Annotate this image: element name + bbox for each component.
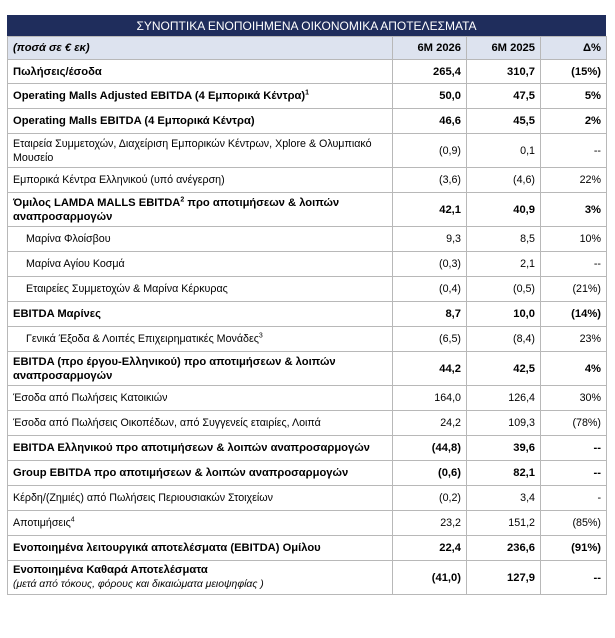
value-2025: 45,5	[467, 109, 541, 134]
value-2025: 126,4	[467, 386, 541, 411]
row-label: Group EBITDA προ αποτιμήσεων & λοιπών αναπροσαρμογών	[8, 461, 393, 486]
value-change: --	[541, 252, 607, 277]
row-label-continued: προ αποτιμήσεων & λοιπών αναπροσαρμογών	[13, 196, 340, 223]
row-label: EBITDA Μαρίνες	[8, 302, 393, 327]
value-2025: (0,5)	[467, 277, 541, 302]
value-2025: 40,9	[467, 193, 541, 227]
value-2026: (0,3)	[393, 252, 467, 277]
row-label: Κέρδη/(Ζημιές) από Πωλήσεις Περιουσιακών Στοιχείων	[8, 486, 393, 511]
value-2025: 10,0	[467, 302, 541, 327]
footnote-marker: 1	[305, 89, 310, 97]
table-row	[8, 436, 607, 461]
value-2025: 47,5	[467, 84, 541, 109]
footnote-marker: 3	[258, 332, 263, 340]
row-label-text: Γενικά Έξοδα & Λοιπές Επιχειρηματικές Μονάδες	[26, 333, 259, 345]
header-col-2026: 6M 2026	[393, 37, 467, 60]
table-row	[8, 193, 607, 227]
table-row	[8, 327, 607, 352]
value-2025: 82,1	[467, 461, 541, 486]
value-change: (91%)	[541, 536, 607, 561]
row-label-text: Όμιλος LAMDA MALLS EBITDA	[13, 196, 181, 209]
table-row	[8, 561, 607, 595]
value-change: (15%)	[541, 60, 607, 84]
table-row	[8, 536, 607, 561]
value-change: --	[541, 461, 607, 486]
value-change: 5%	[541, 84, 607, 109]
table-row	[8, 84, 607, 109]
value-2026: (41,0)	[393, 561, 467, 595]
value-2026: 22,4	[393, 536, 467, 561]
value-2026: (0,2)	[393, 486, 467, 511]
table-row	[8, 252, 607, 277]
value-2025: 2,1	[467, 252, 541, 277]
value-change: (85%)	[541, 511, 607, 536]
table-row	[8, 511, 607, 536]
row-label	[8, 511, 393, 536]
row-label: Εμπορικά Κέντρα Ελληνικού (υπό ανέγερση)	[8, 168, 393, 193]
header-units: (ποσά σε € εκ)	[8, 37, 393, 60]
value-2026: (3,6)	[393, 168, 467, 193]
value-2026: 44,2	[393, 352, 467, 386]
value-change: 2%	[541, 109, 607, 134]
value-2026: 42,1	[393, 193, 467, 227]
value-2026: 50,0	[393, 84, 467, 109]
value-2025: 42,5	[467, 352, 541, 386]
row-label: Έσοδα από Πωλήσεις Κατοικιών	[8, 386, 393, 411]
row-sublabel: (μετά από τόκους, φόρους και δικαιώματα μειοψηφίας )	[13, 579, 264, 590]
value-change: 30%	[541, 386, 607, 411]
table-title: ΣΥΝΟΠΤΙΚΑ ΕΝΟΠΟΙΗΜΕΝΑ ΟΙΚΟΝΟΜΙΚΑ ΑΠΟΤΕΛΕΣΜΑΤΑ	[7, 15, 606, 36]
row-label: EBITDA (προ έργου-Ελληνικού) προ αποτιμήσεων & λοιπών αναπροσαρμογών	[8, 352, 393, 386]
table-row	[8, 109, 607, 134]
row-label: Εταιρείες Συμμετοχών & Μαρίνα Κέρκυρας	[8, 277, 393, 302]
value-2026: 8,7	[393, 302, 467, 327]
row-label	[8, 561, 393, 595]
value-2026: (44,8)	[393, 436, 467, 461]
row-label: Πωλήσεις/έσοδα	[8, 60, 393, 84]
row-label	[8, 327, 393, 352]
table-row	[8, 486, 607, 511]
row-label: EBITDA Ελληνικού προ αποτιμήσεων & λοιπών αναπροσαρμογών	[8, 436, 393, 461]
row-label: Μαρίνα Φλοίσβου	[8, 227, 393, 252]
header-row	[8, 37, 607, 60]
value-change: --	[541, 134, 607, 168]
row-label	[8, 193, 393, 227]
row-label: Μαρίνα Αγίου Κοσμά	[8, 252, 393, 277]
table-row	[8, 461, 607, 486]
table-row	[8, 227, 607, 252]
value-change: (21%)	[541, 277, 607, 302]
value-change: 10%	[541, 227, 607, 252]
value-2026: 265,4	[393, 60, 467, 84]
value-2025: (4,6)	[467, 168, 541, 193]
value-change: 3%	[541, 193, 607, 227]
results-table-container	[7, 15, 606, 595]
value-2026: (6,5)	[393, 327, 467, 352]
value-2026: (0,6)	[393, 461, 467, 486]
value-change: --	[541, 436, 607, 461]
value-change: (78%)	[541, 411, 607, 436]
value-2026: (0,9)	[393, 134, 467, 168]
table-row	[8, 411, 607, 436]
value-2026: 24,2	[393, 411, 467, 436]
table-row	[8, 386, 607, 411]
table-row	[8, 302, 607, 327]
value-2026: (0,4)	[393, 277, 467, 302]
value-2026: 46,6	[393, 109, 467, 134]
value-2026: 23,2	[393, 511, 467, 536]
row-label: Operating Malls EBITDA (4 Εμπορικά Κέντρα)	[8, 109, 393, 134]
table-row	[8, 60, 607, 84]
table-row	[8, 277, 607, 302]
value-2025: 310,7	[467, 60, 541, 84]
value-2026: 9,3	[393, 227, 467, 252]
row-label: Έσοδα από Πωλήσεις Οικοπέδων, από Συγγενείς εταιρίες, Λοιπά	[8, 411, 393, 436]
value-2025: 0,1	[467, 134, 541, 168]
table-row	[8, 168, 607, 193]
value-2025: 151,2	[467, 511, 541, 536]
row-label-text: Αποτιμήσεις	[13, 517, 71, 529]
value-2025: 109,3	[467, 411, 541, 436]
header-col-change: Δ%	[541, 37, 607, 60]
row-label: Εταιρεία Συμμετοχών, Διαχείριση Εμπορικών Κέντρων, Xplore & Ολυμπιακό Μουσείο	[8, 134, 393, 168]
value-change: (14%)	[541, 302, 607, 327]
results-table	[7, 36, 607, 595]
value-2026: 164,0	[393, 386, 467, 411]
value-change: -	[541, 486, 607, 511]
value-change: 22%	[541, 168, 607, 193]
value-2025: 39,6	[467, 436, 541, 461]
row-label-text: Ενοποιημένα Καθαρά Αποτελέσματα	[13, 564, 208, 576]
value-2025: 8,5	[467, 227, 541, 252]
footnote-marker: 4	[70, 516, 75, 524]
header-col-2025: 6M 2025	[467, 37, 541, 60]
table-row	[8, 352, 607, 386]
value-2025: 3,4	[467, 486, 541, 511]
row-label	[8, 84, 393, 109]
value-2025: (8,4)	[467, 327, 541, 352]
footnote-marker: 2	[180, 195, 185, 203]
value-change: 4%	[541, 352, 607, 386]
value-change: 23%	[541, 327, 607, 352]
value-change: --	[541, 561, 607, 595]
table-row	[8, 134, 607, 168]
row-label-text: Operating Malls Adjusted EBITDA (4 Εμπορικά Κέντρα)	[13, 90, 306, 102]
value-2025: 236,6	[467, 536, 541, 561]
value-2025: 127,9	[467, 561, 541, 595]
row-label: Ενοποιημένα λειτουργικά αποτελέσματα (EBITDA) Ομίλου	[8, 536, 393, 561]
